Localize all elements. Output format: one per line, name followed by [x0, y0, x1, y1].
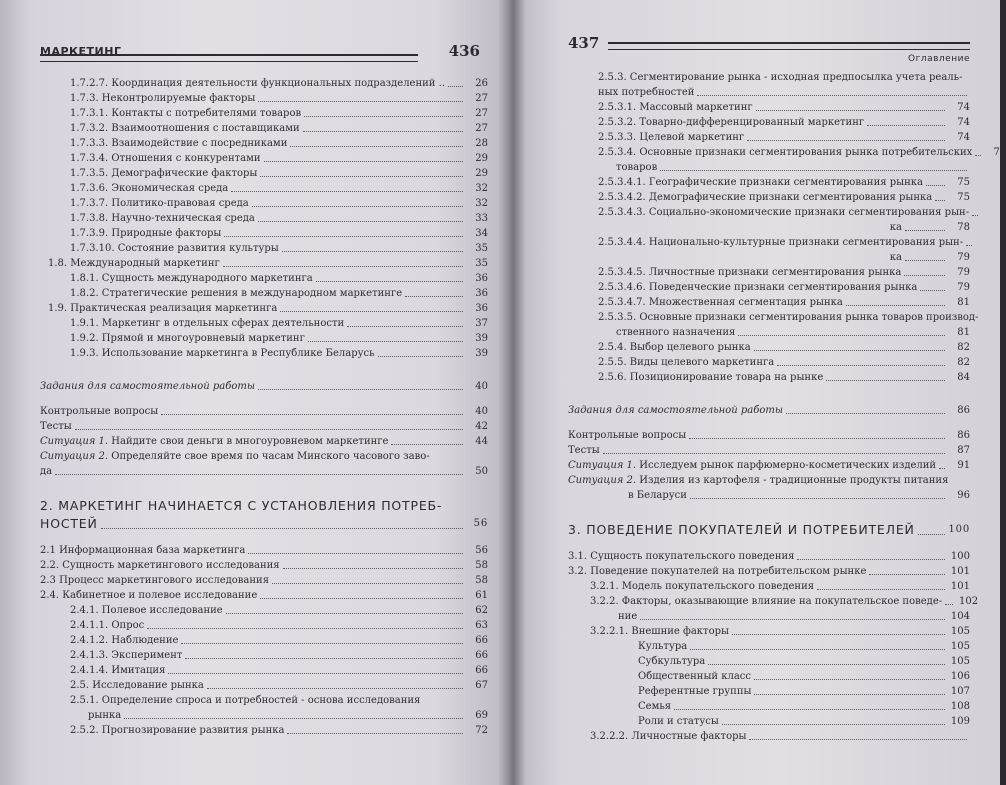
toc-entry[interactable]: 2.5.3.4.7. Множественная сегментация рынка 81 [598, 297, 970, 308]
chapter-heading[interactable]: 2. МАРКЕТИНГ НАЧИНАЕТСЯ С УСТАНОВЛЕНИЯ ПОТРЕБ- [40, 498, 443, 513]
toc-entry[interactable]: 2.5.5. Виды целевого маркетинга 82 [598, 357, 970, 368]
toc-entry-situation-2[interactable]: Ситуация 2. Изделия из картофеля - традиционные продукты питания [568, 475, 949, 486]
toc-entry[interactable]: 1.7.3.7. Политико-правовая среда 32 [70, 198, 488, 209]
toc-entry[interactable]: 2.5.2. Прогнозирование развития рынка 72 [70, 725, 488, 736]
header-rule [608, 42, 970, 50]
toc-entry-situation-1[interactable]: Ситуация 1. Найдите свои деньги в многоуровневом маркетинге 44 [40, 436, 488, 447]
right-page-header [568, 0, 970, 64]
toc-list [40, 76, 488, 738]
toc-entry-cont[interactable]: ственного назначения 81 [616, 327, 970, 338]
toc-list [568, 70, 1006, 744]
toc-entry[interactable]: 1.7.3.1. Контакты с потребителями товаров 27 [70, 108, 488, 119]
toc-entry[interactable]: 1.8.1. Сущность международного маркетинга 36 [70, 273, 488, 284]
page-number: 436 [448, 42, 480, 60]
toc-entry[interactable]: 2.4.1.1. Опрос 63 [70, 620, 488, 631]
toc-entry[interactable]: Субкультура 105 [638, 656, 970, 667]
toc-entry[interactable]: 2.5.1. Определение спроса и потребностей - основа исследования [70, 695, 421, 706]
toc-entry-questions[interactable]: Контрольные вопросы 40 [40, 406, 488, 417]
running-head: МАРКЕТИНГ [40, 45, 122, 58]
toc-entry[interactable]: 2.5.3.4.1. Географические признаки сегментирования рынка 75 [598, 177, 970, 188]
toc-entry-cont[interactable]: ных потребностей [568, 85, 970, 100]
toc-entry[interactable]: 2.4. Кабинетное и полевое исследование 61 [40, 590, 488, 601]
toc-entry[interactable]: 1.8. Международный маркетинг 35 [48, 258, 488, 269]
toc-entry-situation-2-cont[interactable]: да 50 [40, 466, 488, 477]
toc-entry[interactable]: 1.7.3.10. Состояние развития культуры 35 [70, 243, 488, 254]
toc-entry[interactable]: 3.2.2. Факторы, оказывающие влияние на покупательское поведе- 102 [590, 596, 979, 607]
toc-entry-cont[interactable]: ка 78 [889, 222, 970, 233]
toc-entry[interactable]: Общественный класс 106 [638, 671, 970, 682]
toc-entry[interactable]: 3.2.2.1. Внешние факторы 105 [590, 626, 970, 637]
toc-entry[interactable]: 2.2. Сущность маркетингового исследования 58 [40, 560, 488, 571]
toc-entry[interactable]: 3.2. Поведение покупателей на потребительском рынке 101 [568, 566, 970, 577]
toc-entry[interactable]: 2.1 Информационная база маркетинга 56 [40, 545, 488, 556]
toc-entry[interactable]: 2.5.3.3. Целевой маркетинг 74 [598, 132, 970, 143]
toc-entry[interactable]: 2.4.1.2. Наблюдение 66 [70, 635, 488, 646]
chapter-heading[interactable]: 3. ПОВЕДЕНИЕ ПОКУПАТЕЛЕЙ И ПОТРЕБИТЕЛЕЙ 100 [568, 522, 970, 537]
toc-entry-assignments[interactable]: Задания для самостоятельной работы 86 [568, 405, 970, 416]
toc-entry[interactable]: 3.2.1. Модель покупательского поведения 101 [590, 581, 970, 592]
toc-entry-cont[interactable]: товаров [568, 160, 970, 175]
toc-entry[interactable]: 1.7.3.3. Взаимодействие с посредниками 28 [70, 138, 488, 149]
toc-entry[interactable]: 2.5.3.5. Основные признаки сегментирования рынка товаров производ- [598, 312, 979, 323]
toc-entry[interactable]: 1.7.3.4. Отношения с конкурентами 29 [70, 153, 488, 164]
chapter-heading-cont[interactable]: НОСТЕЙ 56 [40, 516, 488, 531]
header-rule [40, 54, 418, 62]
toc-entry-cont[interactable]: ка 79 [889, 252, 970, 263]
toc-entry[interactable]: 2.5.6. Позиционирование товара на рынке 84 [598, 372, 970, 383]
running-head: Оглавление [908, 54, 970, 64]
toc-entry[interactable]: 3.2.2.2. Личностные факторы [568, 729, 970, 744]
toc-entry-cont[interactable]: ние 104 [618, 611, 970, 622]
toc-entry[interactable]: Семья 108 [638, 701, 970, 712]
toc-entry[interactable]: 1.7.2.7. Координация деятельности функциональных подразделений .. 26 [70, 78, 488, 89]
toc-entry-situation-1[interactable]: Ситуация 1. Исследуем рынок парфюмерно-косметических изделий 91 [568, 460, 971, 471]
toc-entry[interactable]: 1.9.3. Использование маркетинга в Республике Беларусь 39 [70, 348, 488, 359]
toc-entry[interactable]: 1.7.3.2. Взаимоотношения с поставщиками 27 [70, 123, 488, 134]
toc-entry[interactable]: 2.5.3.4. Основные признаки сегментирования рынка потребительских 74 [598, 147, 1006, 158]
toc-entry-assignments[interactable]: Задания для самостоятельной работы 40 [40, 381, 488, 392]
toc-entry-questions[interactable]: Контрольные вопросы 86 [568, 430, 970, 441]
toc-entry[interactable]: 2.3 Процесс маркетингового исследования 58 [40, 575, 488, 586]
toc-entry[interactable]: 2.5.3.4.2. Демографические признаки сегментирования рынка 75 [598, 192, 970, 203]
toc-entry[interactable]: 1.9. Практическая реализация маркетинга 36 [48, 303, 488, 314]
toc-entry[interactable]: 1.9.1. Маркетинг в отдельных сферах деятельности 37 [70, 318, 488, 329]
toc-entry[interactable]: 2.4.1. Полевое исследование 62 [70, 605, 488, 616]
toc-entry[interactable]: 2.5.3.4.4. Национально-культурные признаки сегментирования рын- [568, 235, 970, 250]
toc-entry-tests[interactable]: Тесты 42 [40, 421, 488, 432]
toc-entry[interactable]: Культура 105 [638, 641, 970, 652]
toc-entry[interactable]: 1.8.2. Стратегические решения в международном маркетинге 36 [70, 288, 488, 299]
toc-entry-cont[interactable]: рынка 69 [88, 710, 488, 721]
toc-entry[interactable]: 2.5.3.1. Массовый маркетинг 74 [598, 102, 970, 113]
toc-entry-situation-2-cont[interactable]: в Беларуси 96 [628, 490, 970, 501]
toc-entry[interactable]: 1.7.3.6. Экономическая среда 32 [70, 183, 488, 194]
toc-entry[interactable]: Референтные группы 107 [638, 686, 970, 697]
toc-entry[interactable]: 2.5.3.4.6. Поведенческие признаки сегментирования рынка 79 [598, 282, 970, 293]
toc-entry[interactable]: 2.5.3. Сегментирование рынка - исходная предпосылка учета реаль- [598, 72, 963, 83]
toc-entry-tests[interactable]: Тесты 87 [568, 445, 970, 456]
page-number: 437 [568, 34, 600, 52]
toc-entry[interactable]: 2.5.4. Выбор целевого рынка 82 [598, 342, 970, 353]
toc-entry[interactable]: 2.5.3.4.3. Социально-экономические признаки сегментирования рын- [568, 205, 970, 220]
toc-entry[interactable]: Роли и статусы 109 [638, 716, 970, 727]
left-page-header [40, 0, 488, 64]
toc-entry[interactable]: 2.4.1.3. Эксперимент 66 [70, 650, 488, 661]
right-page [510, 0, 1006, 785]
toc-entry[interactable]: 1.7.3.9. Природные факторы 34 [70, 228, 488, 239]
toc-entry[interactable]: 1.7.3.8. Научно-техническая среда 33 [70, 213, 488, 224]
toc-entry[interactable]: 2.5. Исследование рынка 67 [70, 680, 488, 691]
toc-entry[interactable]: 1.7.3.5. Демографические факторы 29 [70, 168, 488, 179]
toc-entry[interactable]: 3.1. Сущность покупательского поведения 100 [568, 551, 970, 562]
toc-entry-situation-2[interactable]: Ситуация 2. Определяйте свое время по часам Минского часового заво- [40, 451, 430, 462]
toc-entry[interactable]: 1.7.3. Неконтролируемые факторы 27 [70, 93, 488, 104]
toc-entry[interactable]: 2.5.3.4.5. Личностные признаки сегментирования рынка 79 [598, 267, 970, 278]
toc-entry[interactable]: 1.9.2. Прямой и многоуровневый маркетинг 39 [70, 333, 488, 344]
toc-entry[interactable]: 2.4.1.4. Имитация 66 [70, 665, 488, 676]
toc-entry[interactable]: 2.5.3.2. Товарно-дифференцированный маркетинг 74 [598, 117, 970, 128]
